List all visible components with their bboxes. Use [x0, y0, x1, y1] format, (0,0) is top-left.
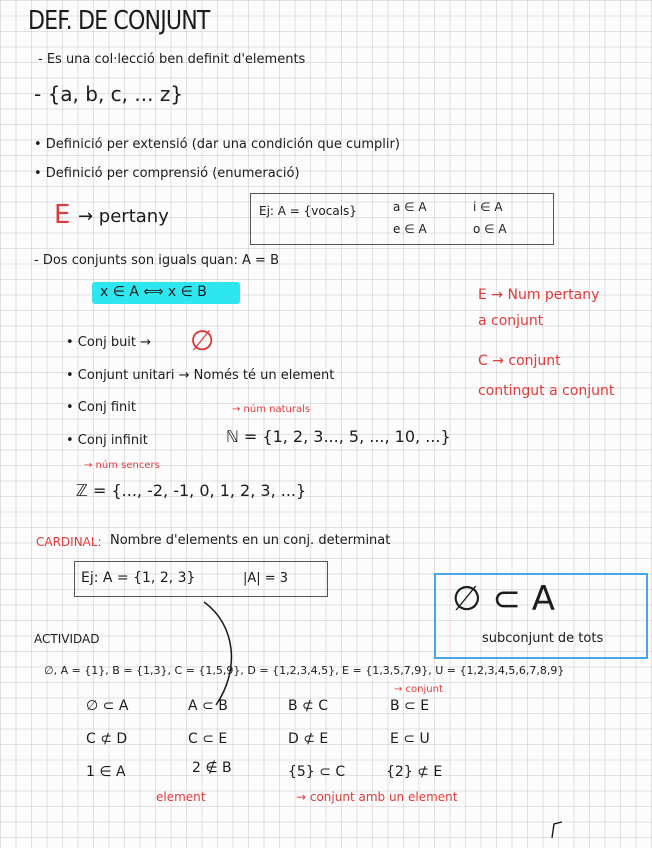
bullet-extension: • Definició per extensió (dar una condición que cumplir) — [34, 137, 400, 152]
bullet-comprehension: • Definició per comprensió (enumeració) — [34, 166, 300, 181]
set-type-empty: • Conj buit → — [66, 335, 152, 350]
integers-note: → núm sencers — [84, 460, 160, 471]
side-note: E → Num pertany — [478, 287, 600, 303]
set-notation-example: - {a, b, c, ... z} — [34, 82, 184, 106]
activity-label: ACTIVIDAD — [34, 632, 100, 646]
definition-line: - Es una col·lecció ben definit d'elements — [38, 52, 306, 67]
activity-cell: A ⊂ B — [188, 698, 228, 714]
page-title: DEF. DE CONJUNT — [28, 6, 210, 36]
activity-note-element: element — [156, 790, 206, 804]
side-note: contingut a conjunt — [478, 383, 615, 399]
subset-box — [434, 573, 648, 659]
integers-set: ℤ = {..., -2, -1, 0, 1, 2, 3, ...} — [76, 481, 307, 500]
activity-cell: D ⊄ E — [288, 731, 329, 747]
curve-stroke — [196, 600, 246, 710]
pertany-label: → pertany — [78, 206, 169, 227]
set-type-finite: • Conj finit — [66, 400, 136, 415]
example-member: a ∈ A — [393, 200, 427, 214]
subset-symbol: ∅ ⊂ A — [452, 579, 555, 619]
activity-cell: C ⊄ D — [86, 731, 128, 747]
empty-set-symbol: ∅ — [190, 324, 215, 357]
cardinal-value: |A| = 3 — [243, 571, 289, 586]
activity-sets: ∅, A = {1}, B = {1,3}, C = {1,5,9}, D = {1,2,3,4,5}, E = {1,3,5,7,9}, U = {1,2,3,4,5,6,7,8,9} — [44, 664, 565, 677]
equivalence-formula: x ∈ A ⟺ x ∈ B — [100, 284, 207, 300]
activity-cell: C ⊂ E — [188, 731, 228, 747]
example-set: Ej: A = {vocals} — [259, 204, 357, 218]
activity-cell: ∅ ⊂ A — [86, 698, 129, 714]
set-type-infinite: • Conj infinit — [66, 433, 148, 448]
naturals-note: → núm naturals — [232, 404, 311, 415]
activity-cell: 1 ∈ A — [86, 764, 126, 780]
pen-mark — [548, 818, 568, 840]
equal-sets-line: - Dos conjunts son iguals quan: A = B — [34, 253, 279, 268]
activity-note-singleton: → conjunt amb un element — [296, 790, 458, 804]
activity-note-conjunt: → conjunt — [394, 684, 443, 695]
subset-caption: subconjunt de tots — [482, 631, 604, 646]
example-member: e ∈ A — [393, 222, 427, 236]
activity-cell: B ⊄ C — [288, 698, 329, 714]
side-note: C → conjunt — [478, 353, 561, 369]
activity-cell: E ⊂ U — [390, 731, 430, 747]
cardinal-label: CARDINAL: — [36, 535, 102, 549]
cardinal-definition: Nombre d'elements en un conj. determinat — [110, 533, 391, 548]
example-member: i ∈ A — [473, 200, 503, 214]
activity-cell: {2} ⊄ E — [386, 764, 443, 780]
example-box — [250, 193, 554, 245]
cardinal-example-set: Ej: A = {1, 2, 3} — [81, 570, 196, 586]
naturals-set: ℕ = {1, 2, 3..., 5, ..., 10, ...} — [226, 427, 451, 446]
activity-cell: {5} ⊂ C — [288, 764, 346, 780]
pertany-symbol: E — [54, 200, 71, 230]
activity-cell: B ⊂ E — [390, 698, 430, 714]
activity-cell: 2 ∉ B — [192, 760, 232, 776]
example-member: o ∈ A — [473, 222, 507, 236]
cardinal-box — [74, 561, 328, 597]
side-note: a conjunt — [478, 313, 544, 329]
set-type-unitary: • Conjunt unitari → Només té un element — [66, 368, 335, 383]
